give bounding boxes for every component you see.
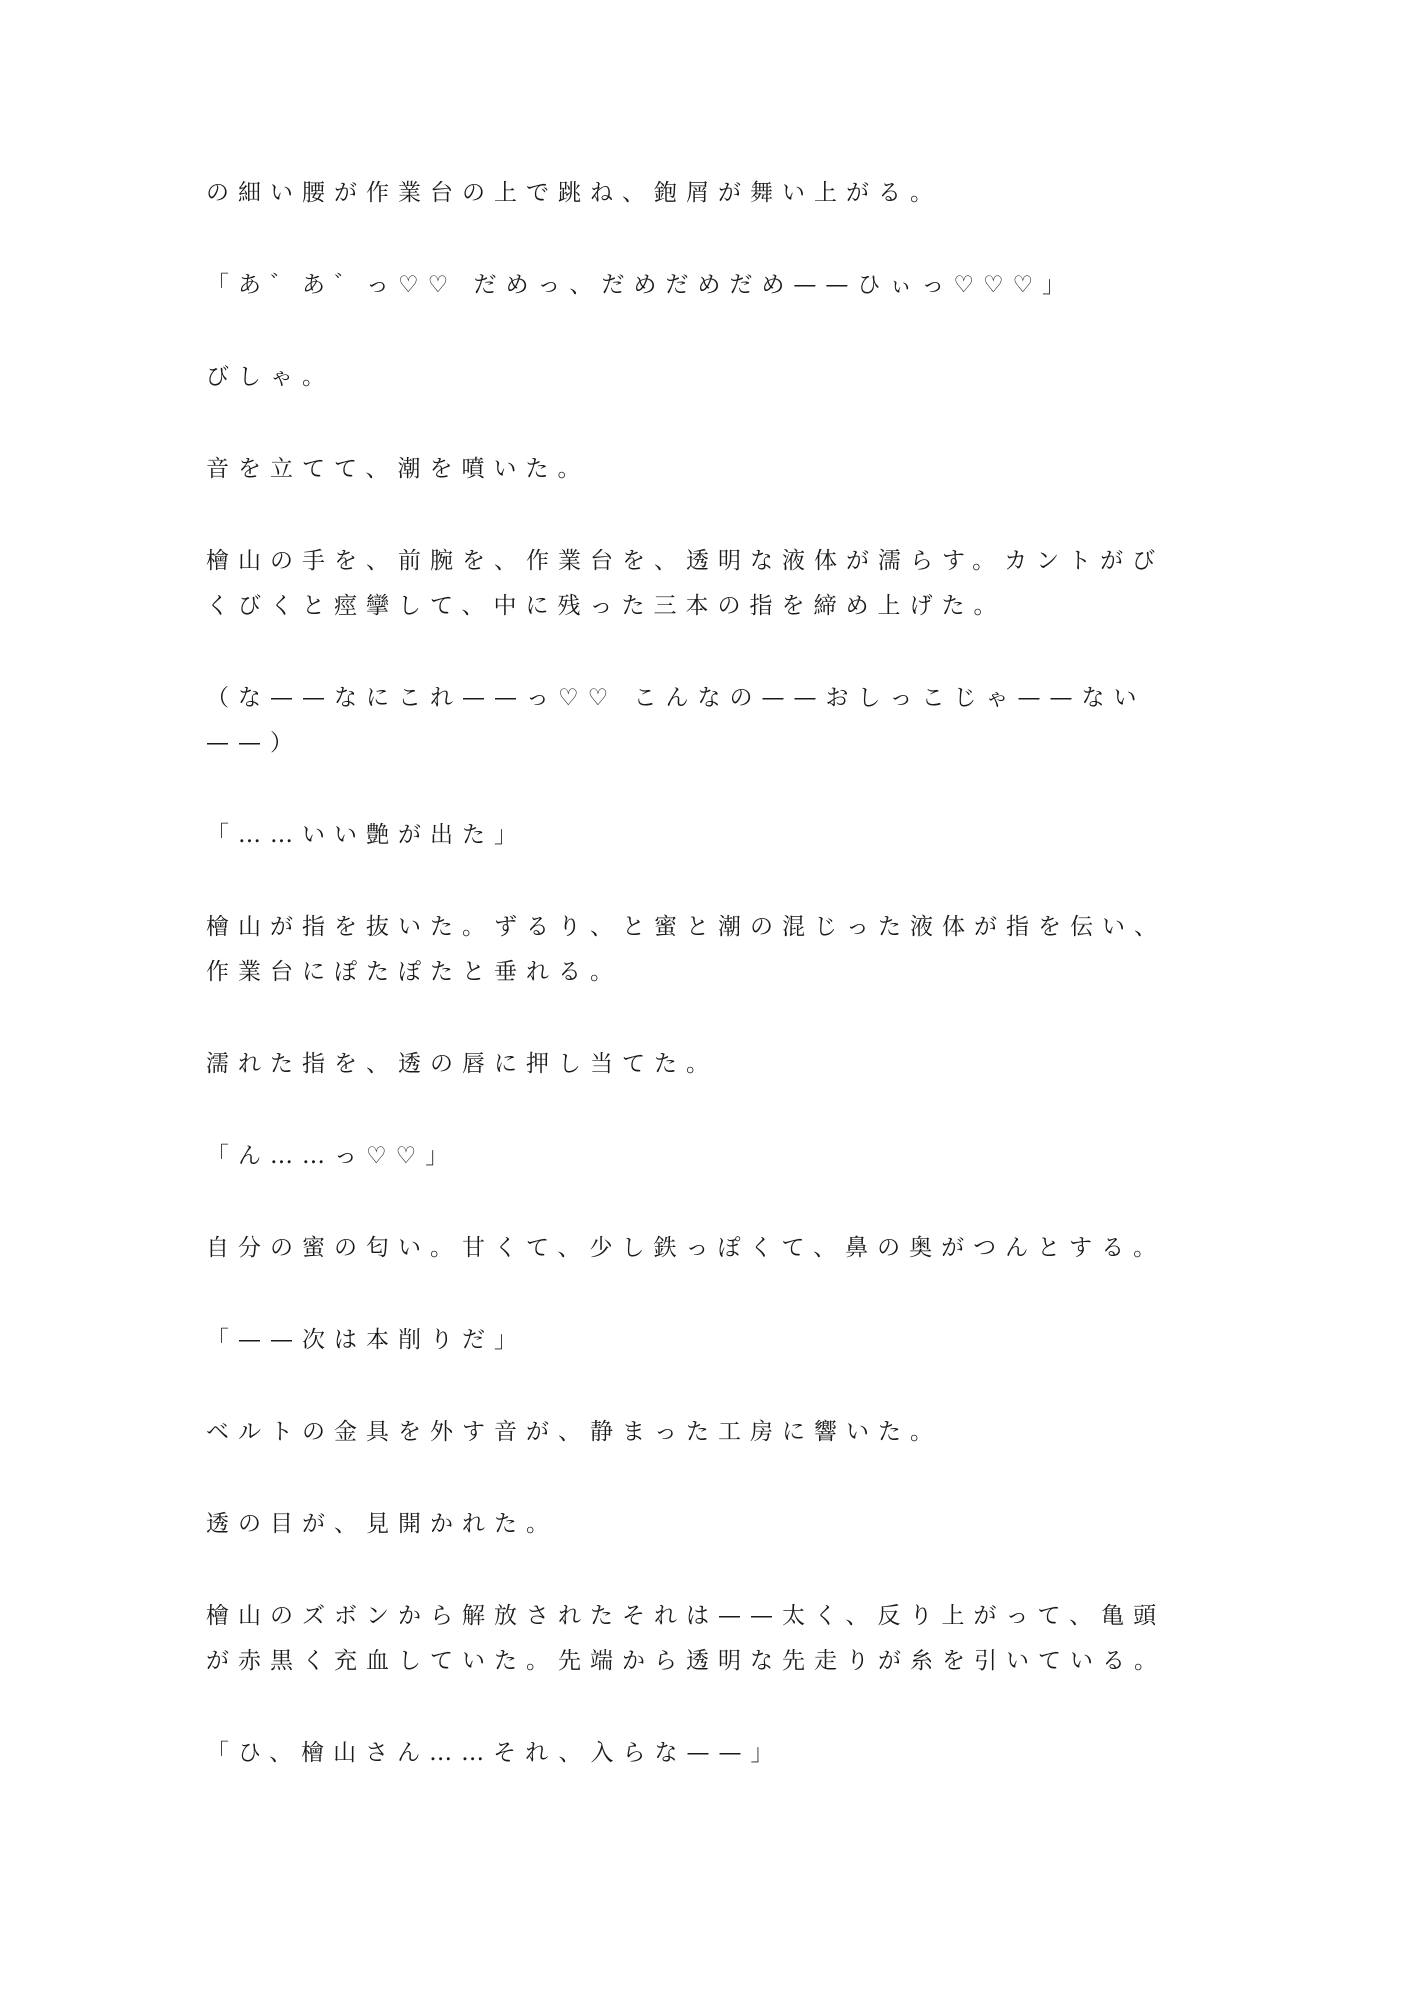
text-line: 「あ゛あ゛っ♡♡ だめっ、だめだめだめ——ひぃっ♡♡♡」 (206, 272, 1075, 298)
paragraph (206, 355, 1166, 400)
text-line: くびくと痙攣して、中に残った三本の指を締め上げた。 (206, 593, 1006, 619)
text-line: 透の目が、見開かれた。 (206, 1511, 558, 1537)
text-line: ベルトの金具を外す音が、静まった工房に響いた。 (206, 1419, 942, 1445)
paragraph (206, 539, 1166, 629)
text-line: 「……いい艶が出た」 (206, 822, 526, 848)
paragraph (206, 447, 1166, 492)
paragraph (206, 1318, 1166, 1363)
paragraph (206, 676, 1166, 766)
paragraph (206, 813, 1166, 858)
paragraph (206, 1226, 1166, 1271)
text-line: 音を立てて、潮を噴いた。 (206, 456, 590, 482)
paragraph (206, 1731, 1166, 1776)
text-line: 「ひ、檜山さん……それ、入らな——」 (206, 1740, 783, 1766)
paragraph (206, 1042, 1166, 1087)
text-line: 自分の蜜の匂い。甘くて、少し鉄っぽくて、鼻の奥がつんとする。 (206, 1235, 1166, 1261)
text-line: 「——次は本削りだ」 (206, 1327, 526, 1353)
text-line: 作業台にぽたぽたと垂れる。 (206, 959, 622, 985)
paragraph (206, 171, 1166, 216)
paragraph (206, 263, 1166, 308)
document-page (206, 171, 1166, 1823)
paragraph (206, 1410, 1166, 1455)
text-line: （な——なにこれ——っ♡♡ こんなの——おしっこじゃ——ない (206, 685, 1146, 711)
text-line: 檜山のズボンから解放されたそれは——太く、反り上がって、亀頭 (206, 1603, 1166, 1629)
paragraph (206, 905, 1166, 995)
text-line: 檜山が指を抜いた。ずるり、と蜜と潮の混じった液体が指を伝い、 (206, 914, 1166, 940)
text-line: 檜山の手を、前腕を、作業台を、透明な液体が濡らす。カントがび (206, 548, 1165, 574)
text-line: の細い腰が作業台の上で跳ね、鉋屑が舞い上がる。 (206, 180, 942, 206)
paragraph (206, 1502, 1166, 1547)
text-line: 「ん……っ♡♡」 (206, 1143, 458, 1169)
paragraph (206, 1594, 1166, 1684)
text-line: 濡れた指を、透の唇に押し当てた。 (206, 1051, 718, 1077)
text-line: が赤黒く充血していた。先端から透明な先走りが糸を引いている。 (206, 1648, 1166, 1674)
text-line: びしゃ。 (206, 364, 334, 390)
paragraph (206, 1134, 1166, 1179)
text-line: ——） (206, 730, 302, 756)
